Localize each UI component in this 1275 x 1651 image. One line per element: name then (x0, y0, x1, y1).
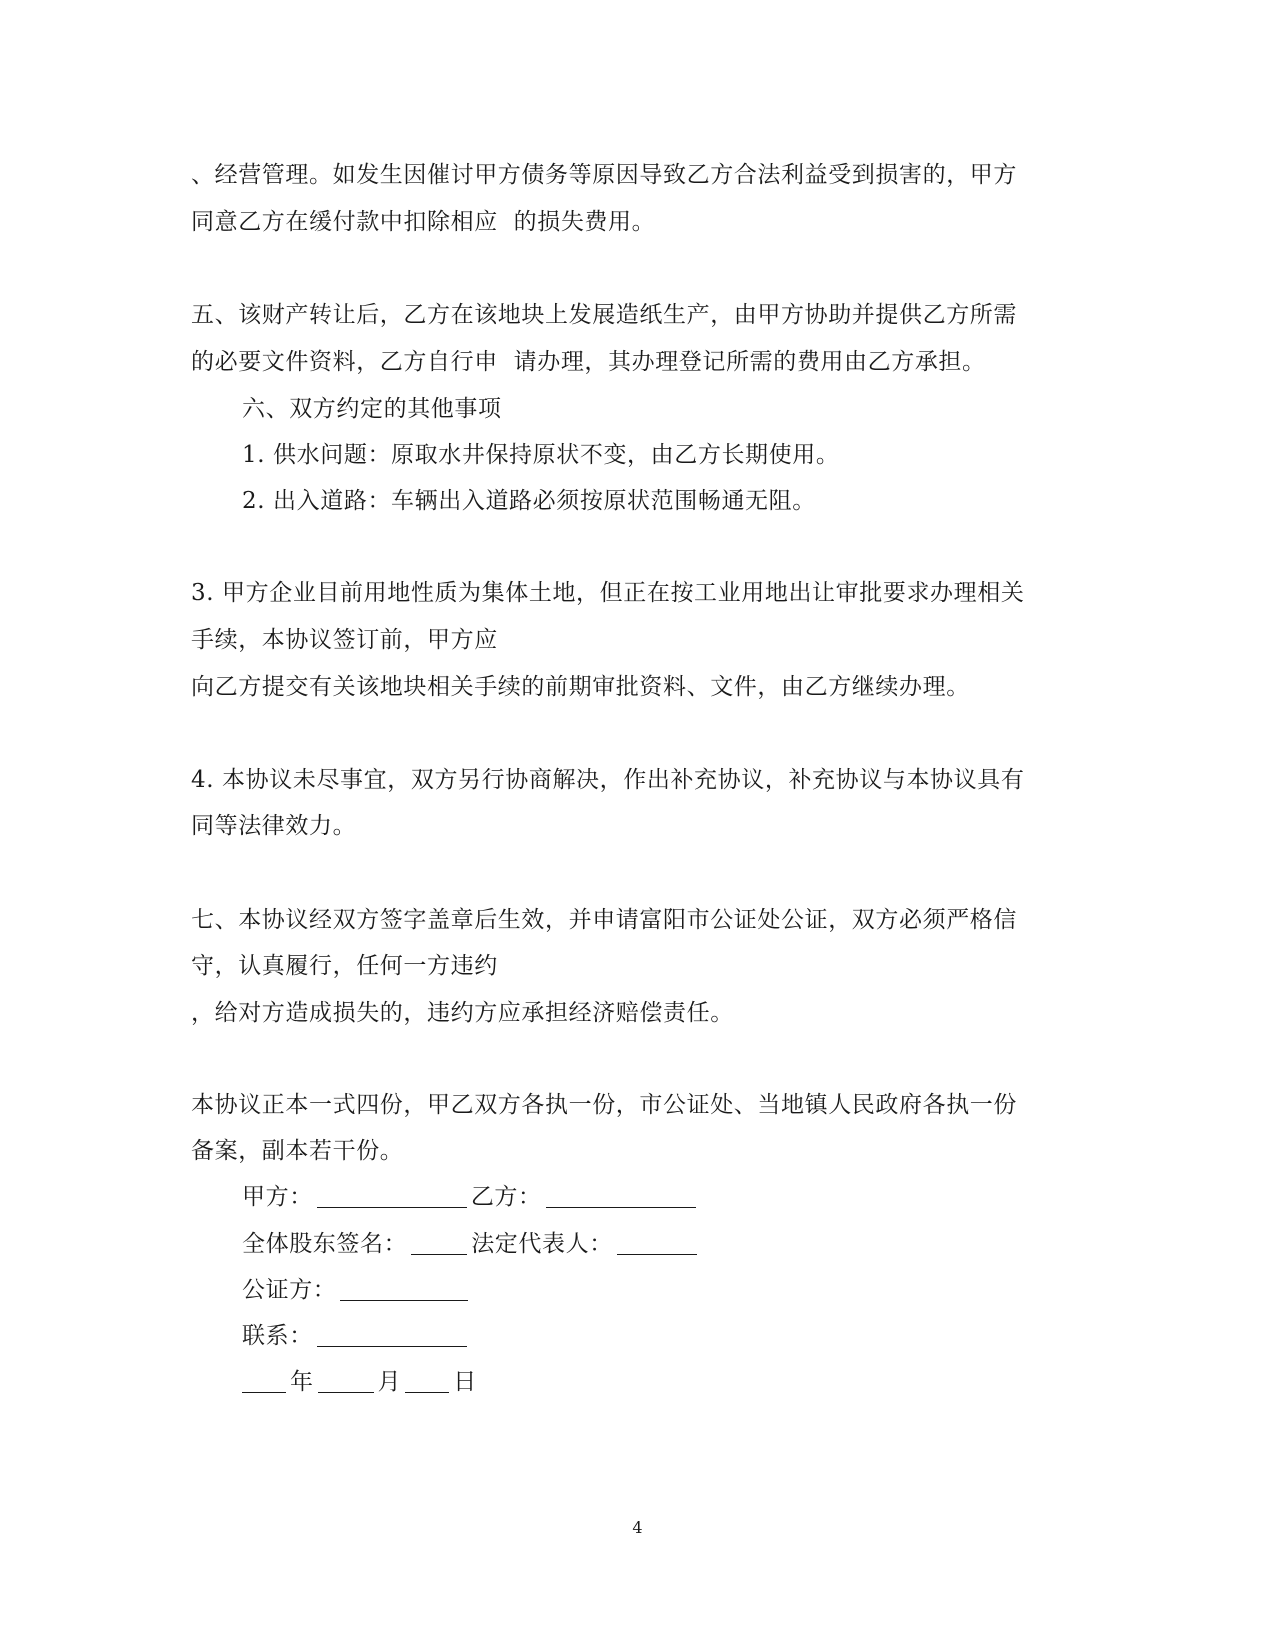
party-a-label: 甲方： (242, 1184, 313, 1210)
section-heading: 六、双方约定的其他事项 (242, 396, 502, 422)
shareholders-label: 全体股东签名： (242, 1231, 408, 1257)
signature-line-contact (0, 1318, 1275, 1354)
party-a-blank (317, 1183, 467, 1208)
month-blank (318, 1368, 374, 1393)
party-b-label: 乙方： (470, 1184, 542, 1210)
signature-line-parties (0, 1179, 1275, 1215)
contact-label: 联系： (242, 1323, 313, 1349)
text-line: 七、本协议经双方签字盖章后生效，并申请富阳市公证处公证，双方必须严格信 (191, 907, 1017, 933)
text-line: 守，认真履行，任何一方违约 (191, 953, 498, 979)
text-line: 1. 供水问题：原取水井保持原状不变，由乙方长期使用。 (242, 442, 840, 468)
party-b-blank (546, 1183, 696, 1208)
text-line: 2. 出入道路：车辆出入道路必须按原状范围畅通无阻。 (242, 488, 816, 514)
month-label: 月 (377, 1369, 402, 1395)
text-line: 3. 甲方企业目前用地性质为集体土地，但正在按工业用地出让审批要求办理相关 (191, 580, 1025, 606)
text-line: 同意乙方在缓付款中扣除相应 的损失费用。 (191, 209, 656, 235)
text-line: 同等法律效力。 (191, 813, 357, 839)
legal-rep-blank (617, 1230, 697, 1255)
page-number: 4 (632, 1518, 643, 1537)
day-blank (405, 1368, 449, 1393)
notary-label: 公证方： (242, 1277, 337, 1303)
text-line: ，给对方造成损失的，违约方应承担经济赔偿责任。 (191, 1000, 734, 1026)
year-label: 年 (290, 1369, 314, 1395)
text-line: 4. 本协议未尽事宜，双方另行协商解决，作出补充协议，补充协议与本协议具有 (191, 767, 1025, 793)
text-line: 本协议正本一式四份，甲乙双方各执一份，市公证处、当地镇人民政府各执一份 (191, 1092, 1017, 1118)
text-line: 备案，副本若干份。 (191, 1138, 404, 1164)
year-blank (242, 1368, 286, 1393)
signature-line-date (0, 1364, 1275, 1400)
notary-blank (340, 1276, 468, 1301)
shareholders-blank (411, 1230, 467, 1255)
day-label: 日 (453, 1369, 477, 1395)
signature-line-representatives (0, 1226, 1275, 1262)
text-line: 的必要文件资料，乙方自行申 请办理，其办理登记所需的费用由乙方承担。 (191, 349, 986, 375)
legal-rep-label: 法定代表人： (471, 1231, 613, 1257)
contact-blank (317, 1322, 467, 1347)
signature-line-notary (0, 1272, 1275, 1308)
text-line: 向乙方提交有关该地块相关手续的前期审批资料、文件，由乙方继续办理。 (191, 674, 970, 700)
text-line: 手续，本协议签订前，甲方应 (191, 627, 498, 653)
text-line: 、经营管理。如发生因催讨甲方债务等原因导致乙方合法利益受到损害的，甲方 (191, 162, 1017, 188)
text-line: 五、该财产转让后，乙方在该地块上发展造纸生产，由甲方协助并提供乙方所需 (191, 302, 1017, 328)
